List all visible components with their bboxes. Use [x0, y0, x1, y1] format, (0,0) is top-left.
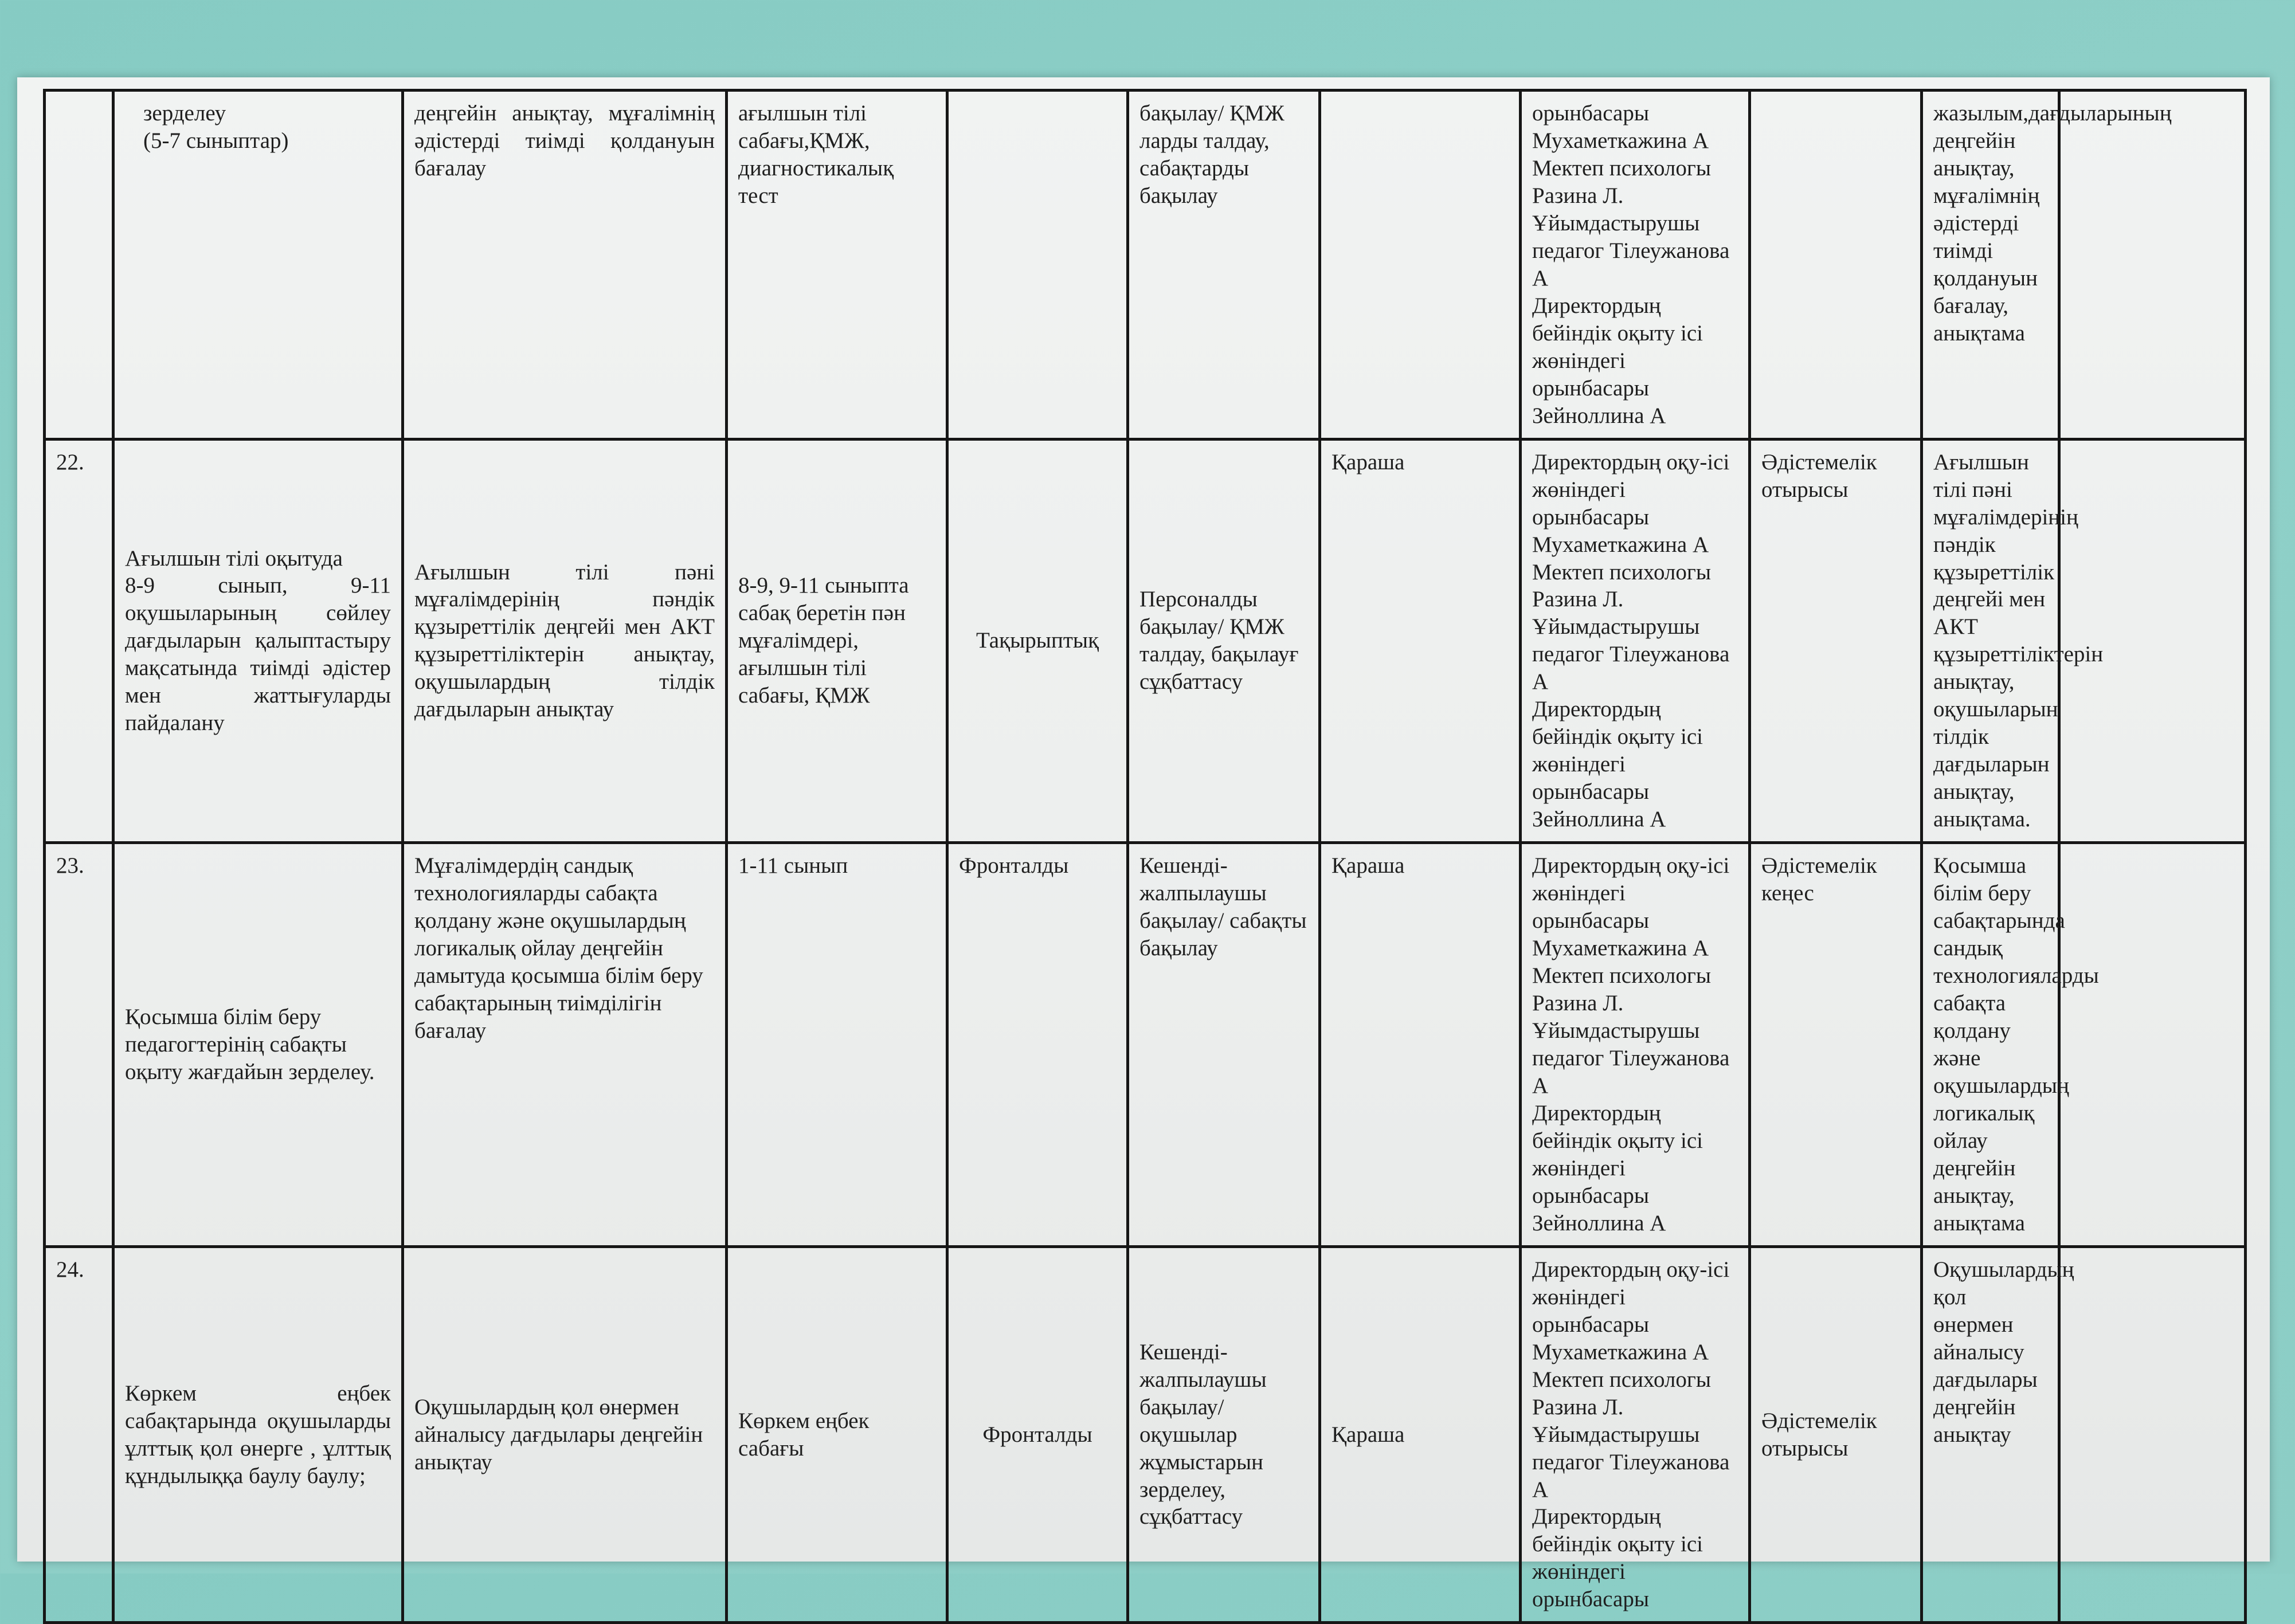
control-goal: Мұғалімдердің сандық технологияларды сабақта қолдану және оқушылардың логикалық ойлау деңгейін дамытуда қосымша білім беру сабақтарының тиімділігін бағалау — [403, 843, 727, 1247]
control-period: Қараша — [1320, 843, 1521, 1247]
responsible-persons: Директордың оқу-ісі жөніндегі орынбасары Мухаметкажина А Мектеп психологы Разина Л. Ұйымдастырушы педагог Тілеужанова А Директордың бейіндік оқыту ісі жөніндегі орынбасары — [1521, 1246, 1750, 1623]
control-topic: Ағылшын тілі оқытуда 8-9 сынып, 9-11 оқушыларының сөйлеу дағдыларын қалыптастыру мақсатында тиімді әдістер мен жаттығуларды пайдалану — [113, 439, 403, 843]
review-place: Әдістемелік кеңес — [1750, 843, 1922, 1247]
control-object: Көркем еңбек сабағы — [727, 1246, 947, 1623]
control-type — [947, 91, 1128, 440]
row-number: 23. — [45, 843, 113, 1247]
control-object: ағылшын тілі сабағы,ҚМЖ, диагностикалық тест — [727, 91, 947, 440]
control-period: Қараша — [1320, 1246, 1521, 1623]
note-cell — [2059, 1246, 2246, 1623]
control-goal: Оқушылардың қол өнермен айналысу дағдылары деңгейін анықтау — [403, 1246, 727, 1623]
table-row — [45, 91, 2246, 440]
control-period: Қараша — [1320, 439, 1521, 843]
document-sheet — [17, 77, 2270, 1612]
row-number — [45, 91, 113, 440]
control-method: Персоналды бақылау/ ҚМЖ талдау, бақылауғ сұқбаттасу — [1128, 439, 1320, 843]
control-result: Оқушылардың қол өнермен айналысу дағдылары деңгейін анықтау — [1922, 1246, 2059, 1623]
control-topic: зерделеу (5-7 сыныптар) — [113, 91, 403, 440]
control-plan-table — [43, 89, 2247, 1624]
control-result: Ағылшын тілі пәні мұғалімдерінің пәндік құзыреттілік деңгейі мен АКТ құзыреттіліктерін анықтау, оқушыларын тілдік дағдыларын анықтау, анықтама. — [1922, 439, 2059, 843]
review-place — [1750, 91, 1922, 440]
control-type: Тақырыптық — [947, 439, 1128, 843]
table-row — [45, 439, 2246, 843]
control-goal: деңгейін анықтау, мұғалімнің әдістерді тиімді қолдануын бағалау — [403, 91, 727, 440]
control-topic: Көркем еңбек сабақтарында оқушыларды ұлттық қол өнерге , ұлттық құндылыққа баулу баулу; — [113, 1246, 403, 1623]
control-method: Кешенді-жалпылаушы бақылау/ оқушылар жұмыстарын зерделеу, сұқбаттасу — [1128, 1246, 1320, 1623]
table-row — [45, 843, 2246, 1247]
control-method: бақылау/ ҚМЖ ларды талдау, сабақтарды бақылау — [1128, 91, 1320, 440]
table-row — [45, 1246, 2246, 1623]
control-type: Фронталды — [947, 1246, 1128, 1623]
control-object: 8-9, 9-11 сыныпта сабақ беретін пән мұғалімдері, ағылшын тілі сабағы, ҚМЖ — [727, 439, 947, 843]
note-cell — [2059, 439, 2246, 843]
responsible-persons: орынбасары Мухаметкажина А Мектеп психологы Разина Л. Ұйымдастырушы педагог Тілеужанова А Директордың бейіндік оқыту ісі жөніндегі орынбасары Зейноллина А — [1521, 91, 1750, 440]
control-topic: Қосымша білім беру педагогтерінің сабақты оқыту жағдайын зерделеу. — [113, 843, 403, 1247]
control-result: жазылым,дағдыларының деңгейін анықтау, мұғалімнің әдістерді тиімді қолдануын бағалау, анықтама — [1922, 91, 2059, 440]
control-method: Кешенді-жалпылаушы бақылау/ сабақты бақылау — [1128, 843, 1320, 1247]
control-object: 1-11 сынып — [727, 843, 947, 1247]
row-number: 22. — [45, 439, 113, 843]
control-goal: Ағылшын тілі пәні мұғалімдерінің пәндік құзыреттілік деңгейі мен АКТ құзыреттіліктерін анықтау, оқушылардың тілдік дағдыларын анықтау — [403, 439, 727, 843]
responsible-persons: Директордың оқу-ісі жөніндегі орынбасары Мухаметкажина А Мектеп психологы Разина Л. Ұйымдастырушы педагог Тілеужанова А Директордың бейіндік оқыту ісі жөніндегі орынбасары Зейноллина А — [1521, 439, 1750, 843]
note-cell — [2059, 843, 2246, 1247]
review-place: Әдістемелік отырысы — [1750, 439, 1922, 843]
review-place: Әдістемелік отырысы — [1750, 1246, 1922, 1623]
responsible-persons: Директордың оқу-ісі жөніндегі орынбасары Мухаметкажина А Мектеп психологы Разина Л. Ұйымдастырушы педагог Тілеужанова А Директордың бейіндік оқыту ісі жөніндегі орынбасары Зейноллина А — [1521, 843, 1750, 1247]
control-period — [1320, 91, 1521, 440]
note-cell — [2059, 91, 2246, 440]
control-result: Қосымша білім беру сабақтарында сандық технологияларды сабақта қолдану және оқушылардың логикалық ойлау деңгейін анықтау, анықтама — [1922, 843, 2059, 1247]
control-type: Фронталды — [947, 843, 1128, 1247]
row-number: 24. — [45, 1246, 113, 1623]
